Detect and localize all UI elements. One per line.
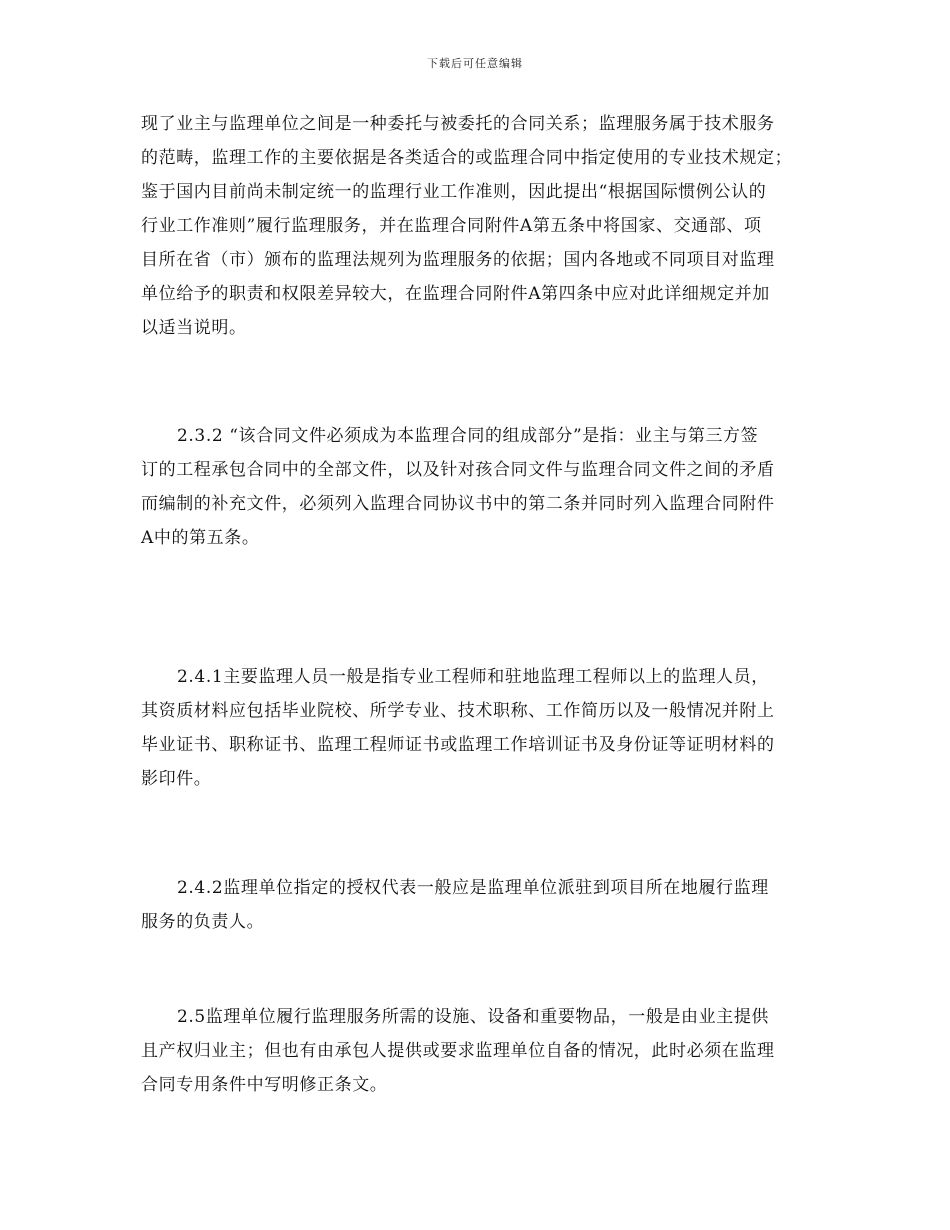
paragraph-line: 毕业证书、职称证书、监理工程师证书或监理工作培训证书及身份证等证明材料的 xyxy=(141,735,775,755)
paragraph-line: 现了业主与监理单位之间是一种委托与被委托的合同关系；监理服务属于技术服务 xyxy=(141,114,775,134)
paragraph-line: 影印件。 xyxy=(141,769,212,789)
paragraph-line: 目所在省（市）颁布的监理法规列为监理服务的依据；国内各地或不同项目对监理 xyxy=(141,250,775,270)
paragraph-line: 2.3.2 “该合同文件必须成为本监理合同的组成部分”是指：业主与第三方签 xyxy=(177,426,759,446)
paragraph-line: 其资质材料应包括毕业院校、所学专业、技术职称、工作简历以及一般情况并附上 xyxy=(141,701,775,721)
paragraph-2-4-1 xyxy=(141,660,821,796)
paragraph-line: 2.4.2监理单位指定的授权代表一般应是监理单位派驻到项目所在地履行监理 xyxy=(177,878,769,898)
paragraph-line: 且产权归业主；但也有由承包人提供或要求监理单位自备的情况，此时必须在监理 xyxy=(141,1041,775,1061)
paragraph-2-4-2 xyxy=(141,871,821,939)
page-header: 下载后可任意编辑 xyxy=(427,57,523,70)
paragraph-line: 2.5监理单位履行监理服务所需的设施、设备和重要物品，一般是由业主提供 xyxy=(177,1007,770,1027)
paragraph-line: 2.4.1主要监理人员一般是指专业工程师和驻地监理工程师以上的监理人员， xyxy=(177,667,769,687)
paragraph-line: 鉴于国内目前尚未制定统一的监理行业工作准则，因此提出“根据国际惯例公认的 xyxy=(141,182,767,202)
paragraph-line: 的范畴，监理工作的主要依据是各类适合的或监理合同中指定使用的专业技术规定； xyxy=(141,148,793,168)
paragraph-line: 服务的负责人。 xyxy=(141,912,265,932)
paragraph-line: 单位给予的职责和权限差异较大，在监理合同附件A第四条中应对此详细规定并加 xyxy=(141,284,770,304)
paragraph-2-3-2 xyxy=(141,419,821,555)
paragraph-line: 而编制的补充文件，必须列入监理合同协议书中的第二条并同时列入监理合同附件 xyxy=(141,494,775,514)
paragraph-line: 以适当说明。 xyxy=(141,318,247,338)
paragraph-2-5 xyxy=(141,1000,821,1102)
paragraph-line: 合同专用条件中写明修正条文。 xyxy=(141,1075,388,1095)
paragraph-1 xyxy=(141,107,821,345)
paragraph-line: 订的工程承包合同中的全部文件，以及针对孩合同文件与监理合同文件之间的矛盾 xyxy=(141,460,775,480)
paragraph-line: A中的第五条。 xyxy=(141,528,260,548)
paragraph-line: 行业工作准则”履行监理服务，并在监理合同附件A第五条中将国家、交通部、项 xyxy=(141,216,762,236)
